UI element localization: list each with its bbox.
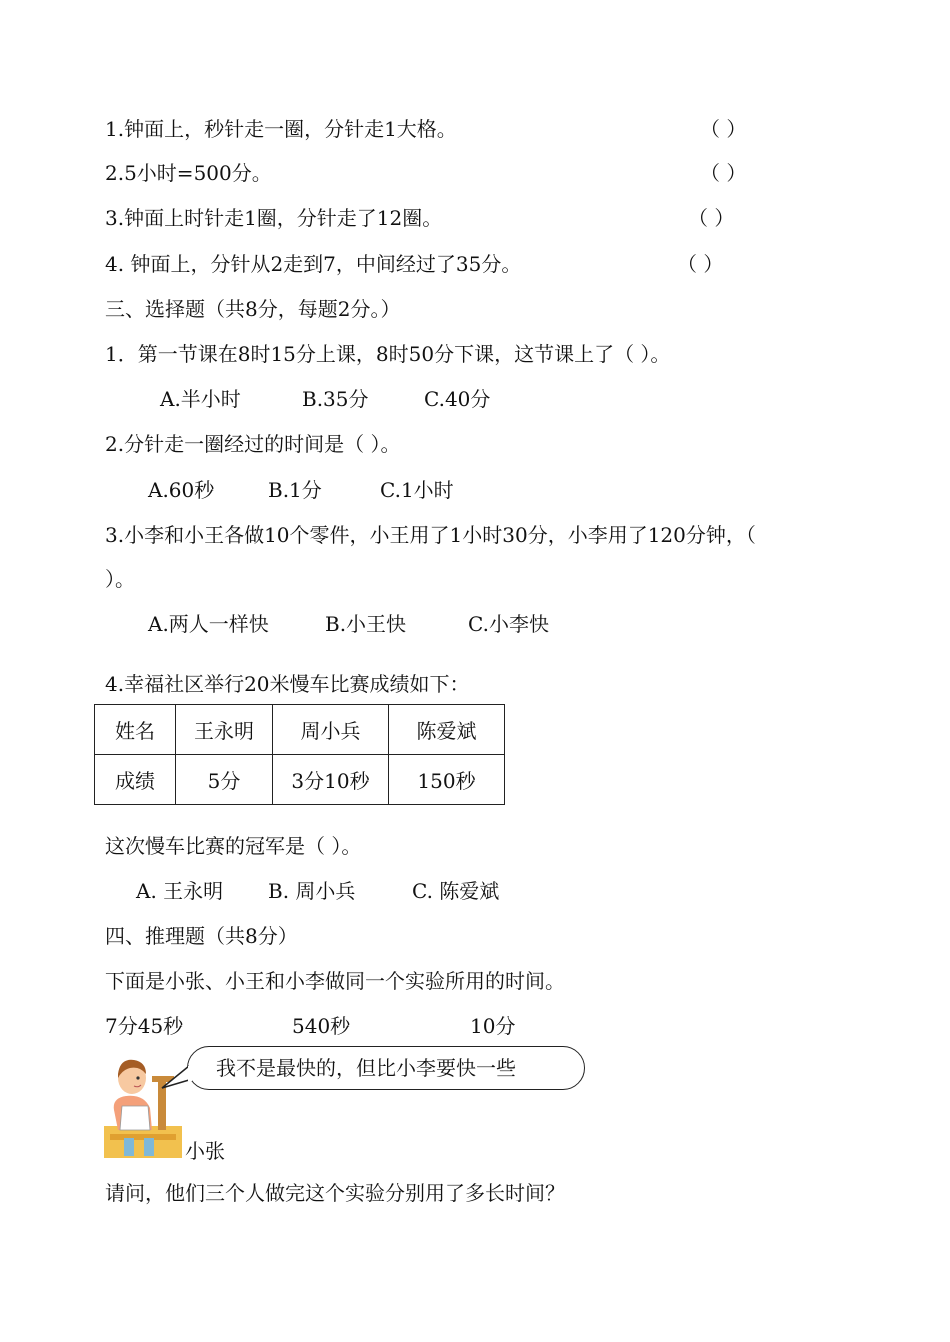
- judge-item-2: 2.5小时=500分。: [105, 161, 272, 185]
- choice-q2-stem: 2.分针走一圈经过的时间是（ ）。: [105, 432, 401, 456]
- section-3-title: 三、选择题（共8分，每题2分。）: [105, 297, 401, 321]
- table-cell: 3分10秒: [273, 755, 389, 805]
- choice-q4-option-b[interactable]: B. 周小兵: [268, 879, 356, 903]
- table-cell: 150秒: [389, 755, 505, 805]
- table-cell: 王永明: [176, 705, 273, 755]
- race-results-table: [94, 704, 505, 805]
- table-cell: 周小兵: [273, 705, 389, 755]
- table-cell: 成绩: [95, 755, 176, 805]
- judge-answer-paren-2[interactable]: （ ）: [700, 161, 747, 185]
- choice-q2-option-b[interactable]: B.1分: [268, 478, 322, 502]
- choice-q3-stem: 3.小李和小王各做10个零件，小王用了1小时30分，小李用了120分钟，（: [105, 523, 756, 547]
- choice-q4-option-c[interactable]: C. 陈爱斌: [412, 879, 500, 903]
- speech-bubble: [187, 1046, 585, 1090]
- choice-q3-option-b[interactable]: B.小王快: [325, 612, 407, 636]
- choice-q2-option-a[interactable]: A.60秒: [148, 478, 215, 502]
- judge-item-4: 4. 钟面上，分针从2走到7，中间经过了35分。: [105, 252, 522, 276]
- reasoning-intro: 下面是小张、小王和小李做同一个实验所用的时间。: [105, 969, 565, 993]
- speaker-name: 小张: [185, 1139, 225, 1163]
- speech-bubble-text: 我不是最快的，但比小李要快一些: [216, 1056, 516, 1080]
- choice-q1-option-b[interactable]: B.35分: [302, 387, 369, 411]
- table-row: [95, 705, 505, 755]
- choice-q3-stem-continued: ）。: [105, 567, 135, 591]
- table-row: [95, 755, 505, 805]
- choice-q1-stem: 1．第一节课在8时15分上课，8时50分下课，这节课上了（ ）。: [105, 342, 671, 366]
- judge-answer-paren-4[interactable]: （ ）: [677, 252, 724, 276]
- choice-q4-option-a[interactable]: A. 王永明: [136, 879, 224, 903]
- choice-q3-option-a[interactable]: A.两人一样快: [148, 612, 269, 636]
- time-value-2: 540秒: [292, 1014, 351, 1038]
- choice-q1-option-a[interactable]: A.半小时: [160, 387, 241, 411]
- judge-item-3: 3.钟面上时针走1圈，分针走了12圈。: [105, 206, 443, 230]
- judge-item-1: 1.钟面上，秒针走一圈，分针走1大格。: [105, 117, 457, 141]
- speech-bubble-tail: [160, 1064, 192, 1092]
- section-4-title: 四、推理题（共8分）: [105, 924, 298, 948]
- choice-q3-option-c[interactable]: C.小李快: [468, 612, 549, 636]
- judge-answer-paren-3[interactable]: （ ）: [688, 206, 735, 230]
- table-cell: 陈爱斌: [389, 705, 505, 755]
- reasoning-question: 请问，他们三个人做完这个实验分别用了多长时间？: [105, 1181, 565, 1205]
- judge-answer-paren-1[interactable]: （ ）: [700, 117, 747, 141]
- time-value-1: 7分45秒: [105, 1014, 184, 1038]
- choice-q4-stem: 4.幸福社区举行20米慢车比赛成绩如下：: [105, 672, 470, 696]
- table-cell: 姓名: [95, 705, 176, 755]
- choice-q2-option-c[interactable]: C.1小时: [380, 478, 454, 502]
- choice-q1-option-c[interactable]: C.40分: [424, 387, 491, 411]
- choice-q4-question: 这次慢车比赛的冠军是（ ）。: [105, 834, 362, 858]
- table-cell: 5分: [176, 755, 273, 805]
- time-value-3: 10分: [470, 1014, 516, 1038]
